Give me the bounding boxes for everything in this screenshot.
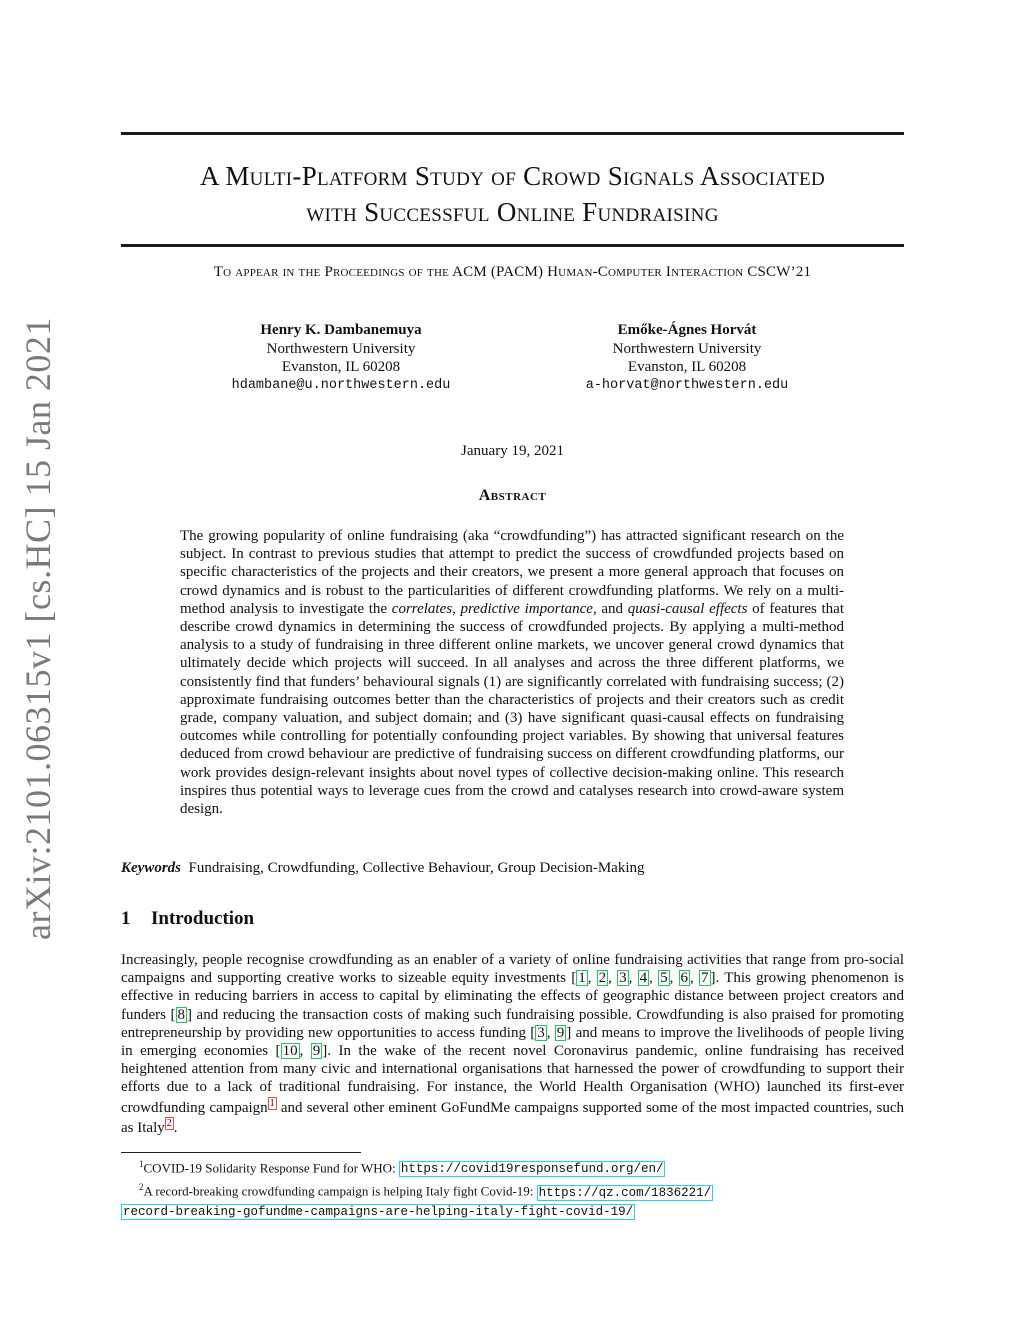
footnote-url[interactable]: https://covid19responsefund.org/en/ <box>400 1162 664 1177</box>
footnote-text: COVID-19 Solidarity Response Fund for WHO: <box>143 1160 399 1176</box>
section-number: 1 <box>121 908 131 929</box>
intro-text: Increasingly, people recognise crowdfunding as an enabler of a variety of online fundraising activities that range from pro-social campaigns and supporting creative works to sizeable equity investments [ <box>121 952 904 987</box>
intro-text: . <box>173 1119 178 1136</box>
footnote-mark: 1 <box>139 1159 144 1169</box>
abstract-emphasis: quasi-causal effects <box>627 600 748 617</box>
title-bottom-rule <box>121 244 904 247</box>
footnote-url[interactable]: https://qz.com/1836221/ <box>538 1185 712 1200</box>
citation-link[interactable]: 9 <box>556 1024 565 1041</box>
citation-link[interactable]: 3 <box>619 970 627 987</box>
citation-link[interactable]: 4 <box>639 970 648 987</box>
abstract-body <box>180 527 844 818</box>
footnote-link[interactable]: 1 <box>269 1097 275 1109</box>
footnote-2-continued <box>121 1202 904 1221</box>
footnote-mark: 2 <box>139 1182 144 1193</box>
author-1 <box>191 321 491 395</box>
intro-text: ] and reducing the transaction costs of making such fundraising possible. Crowdfunding is also praised for promoting entrepreneurship by providing new opportunities to access funding [ <box>121 1006 904 1041</box>
paper-date: January 19, 2021 <box>461 443 564 459</box>
intro-text: ]. In the wake of the recent novel Coronavirus pandemic, online fundraising has received heightened attention from many civic and international organisations that harnessed the power of crowdfunding to support their efforts due to a lack of traditional fundraising. For instance, the World Health Organisation (WHO) launched its first-ever crowdfunding campaign <box>121 1043 905 1116</box>
intro-text: and several other eminent GoFundMe campaigns supported some of the most impacted countries, such as Italy <box>121 1099 904 1136</box>
citation-link[interactable]: 7 <box>701 970 709 987</box>
abstract-separator: , and <box>592 600 628 617</box>
citation-link[interactable]: 10 <box>282 1043 298 1060</box>
arxiv-stamp: arXiv:2101.06315v1 [cs.HC] 15 Jan 2021 <box>18 317 58 940</box>
footnote-text: A record-breaking crowdfunding campaign is helping Italy fight Covid-19: <box>143 1183 537 1199</box>
author-2 <box>532 321 842 395</box>
footnote-link[interactable]: 2 <box>166 1117 172 1129</box>
footnotes <box>121 1155 904 1221</box>
intro-text: ]. This growing phenomenon is effective in reducing barriers in access to capital by eliminating the effects of geographic distance between project creators and funders [ <box>121 970 904 1023</box>
citation-link[interactable]: 1 <box>578 970 586 987</box>
introduction-paragraph: Increasingly, people recognise crowdfunding as an enabler of a variety of online fundraising activities that range from pro-social campaigns and supporting creative works to sizeable equity investments [ 1 , 2 , 3 , 4 , 5 , 6 , 7 ]. This growing phenomenon is effective in reducing barriers in access to capital by eliminating the effects of geographic distance between project creators and funders [ 8 ] and reducing the transaction costs of making such fundraising possible. Crowdfunding is also praised for promoting entrepreneurship by providing new opportunities to access funding [ 3 , 9 ] and means to improve the livelihoods of people living in emerging economies [ 10 , 9 ]. In the wake of the recent novel Coronavirus pandemic, online fundraising has received heightened attention from many civic and international organisations that harnessed the power of crowdfunding to support their efforts due to a lack of traditional fundraising. For instance, the World Health Organisation (WHO) launched its first-ever crowdfunding campaign 1 and several other eminent GoFundMe campaigns supported some of the most impacted countries, such as Italy 2 . <box>121 952 905 1136</box>
title-line-2: with Successful Online Fundraising <box>306 197 719 227</box>
citation-link[interactable]: 3 <box>537 1024 545 1041</box>
footnote-url[interactable]: record-breaking-gofundme-campaigns-are-helping-italy-fight-covid-19/ <box>123 1204 634 1219</box>
citation-link[interactable]: 9 <box>312 1043 321 1060</box>
author-email[interactable]: hdambane@u.northwestern.edu <box>231 377 451 393</box>
paper-title <box>121 158 904 230</box>
author-email[interactable]: a-horvat@northwestern.edu <box>585 377 789 393</box>
abstract-emphasis: predictive importance <box>460 600 593 617</box>
author-name: Emőke-Ágnes Horvát <box>617 322 757 338</box>
intro-text: ] and means to improve the livelihoods of people living in emerging economies [ <box>121 1024 904 1060</box>
keywords-list: Fundraising, Crowdfunding, Collective Behaviour, Group Decision-Making <box>188 860 645 876</box>
venue-note: To appear in the Proceedings of the ACM (PACM) Human-Computer Interaction CSCW’21 <box>213 264 812 280</box>
author-location: Evanston, IL 60208 <box>627 359 747 375</box>
keywords <box>121 860 904 877</box>
keywords-label: Keywords <box>121 860 181 876</box>
author-location: Evanston, IL 60208 <box>281 359 401 375</box>
abstract-heading: Abstract <box>478 487 547 504</box>
abstract-text-1: The growing popularity of online fundraising (aka “crowdfunding”) has attracted significant research on the subject. In contrast to previous studies that attempt to predict the success of crowdfunded projects based on specific characteristics of the projects and their creators, we present a more general approach that focuses on crowd dynamics and is robust to the particularities of different crowdfunding platforms. We rely on a multi-method analysis to investigate the <box>180 528 844 617</box>
title-top-rule <box>121 132 904 135</box>
abstract-text-2: of features that describe crowd dynamics in determining the success of crowdfunded projects. By applying a multi-method analysis to a study of fundraising in three different online markets, we uncover general crowd dynamics that ultimately decide which projects will succeed. In all analyses and across the three different platforms, we consistently find that funders’ behavioural signals (1) are significantly correlated with fundraising success; (2) approximate fundraising outcomes better than the characteristics of projects and their creators such as credit grade, company valuation, and subject domain; and (3) have significant quasi-causal effects on fundraising outcomes while controlling for potentially confounding project variables. By showing that universal features deduced from crowd behaviour are predictive of fundraising success on different crowdfunding platforms, our work provides design-relevant insights about novel types of collective decision-making online. This research inspires thus potential ways to leverage cues from the crowd and catalyses research into crowd-aware system design. <box>180 600 845 818</box>
abstract-emphasis: correlates <box>391 600 453 617</box>
author-affiliation: Northwestern University <box>266 340 416 357</box>
author-affiliation: Northwestern University <box>612 340 762 357</box>
section-title: Introduction <box>151 908 255 929</box>
citation-link[interactable]: 5 <box>660 970 668 987</box>
section-heading <box>121 908 254 930</box>
citation-link[interactable]: 6 <box>680 970 689 987</box>
title-line-1: A Multi-Platform Study of Crowd Signals Associated <box>200 161 825 191</box>
citation-link[interactable]: 2 <box>598 970 607 987</box>
footnote-2 <box>121 1178 904 1201</box>
abstract-separator: , <box>452 600 461 617</box>
author-name: Henry K. Dambanemuya <box>260 322 422 338</box>
citation-link[interactable]: 8 <box>177 1006 186 1023</box>
footnote-1 <box>121 1155 904 1178</box>
footnote-rule <box>121 1152 361 1153</box>
